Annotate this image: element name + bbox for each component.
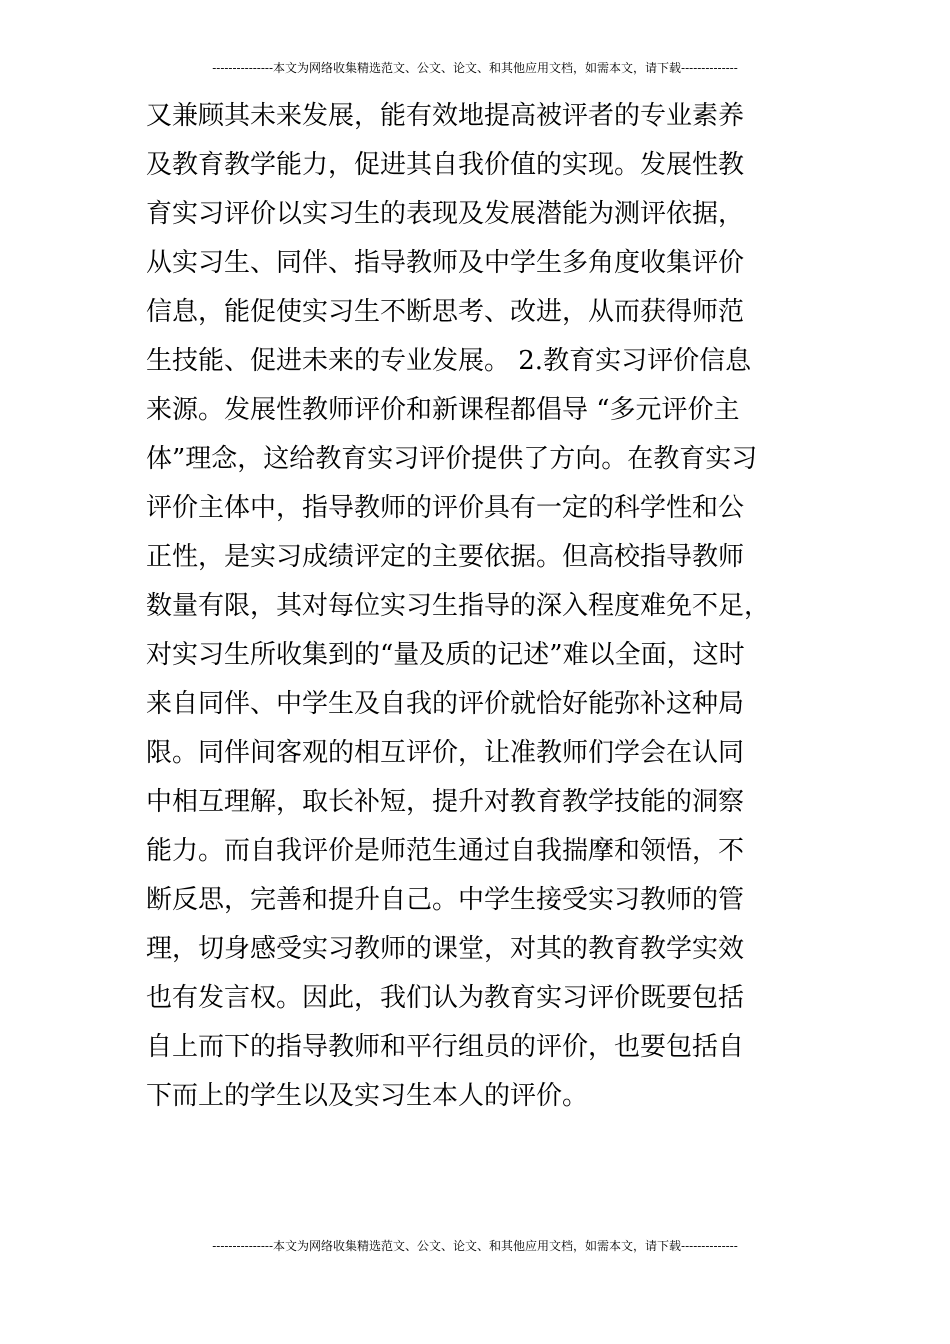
text-line: 正性，是实习成绩评定的主要依据。但高校指导教师 (146, 542, 745, 572)
text-line: 生技能、促进未来的专业发展。 2.教育实习评价信息 (146, 346, 752, 376)
text-line: 评价主体中，指导教师的评价具有一定的科学性和公 (146, 493, 745, 523)
text-line: 育实习评价以实习生的表现及发展潜能为测评依据， (146, 199, 745, 229)
text-line: 信息，能促使实习生不断思考、改进，从而获得师范 (146, 297, 745, 327)
text-line: 限。同伴间客观的相互评价，让准教师们学会在认同 (146, 738, 745, 768)
text-line: 体”理念，这给教育实习评价提供了方向。在教育实习 (146, 444, 758, 474)
text-line: 也有发言权。因此，我们认为教育实习评价既要包括 (146, 983, 745, 1013)
text-line: 来源。发展性教师评价和新课程都倡导 “多元评价主 (146, 395, 740, 425)
text-line: 自上而下的指导教师和平行组员的评价，也要包括自 (146, 1032, 745, 1062)
text-line: 下而上的学生以及实习生本人的评价。 (146, 1081, 589, 1111)
text-line: 理，切身感受实习教师的课堂，对其的教育教学实效 (146, 934, 745, 964)
text-line: 来自同伴、中学生及自我的评价就恰好能弥补这种局 (146, 689, 745, 719)
text-line: 数量有限，其对每位实习生指导的深入程度难免不足， (146, 591, 771, 621)
text-line: 又兼顾其未来发展，能有效地提高被评者的专业素养 (146, 101, 745, 131)
text-line: 从实习生、同伴、指导教师及中学生多角度收集评价 (146, 248, 745, 278)
text-line: 对实习生所收集到的“量及质的记述”难以全面，这时 (146, 640, 745, 670)
page-header: ---------------本文为网络收集精选范文、公文、论文、和其他应用文档，如需本文，请下载-------------- (212, 61, 738, 75)
body-text (146, 92, 816, 1121)
page-footer: ---------------本文为网络收集精选范文、公文、论文、和其他应用文档，如需本文，请下载-------------- (212, 1239, 738, 1253)
text-line: 及教育教学能力，促进其自我价值的实现。发展性教 (146, 150, 745, 180)
text-line: 断反思，完善和提升自己。中学生接受实习教师的管 (146, 885, 745, 915)
text-line: 能力。而自我评价是师范生通过自我揣摩和领悟，不 (146, 836, 745, 866)
text-line: 中相互理解，取长补短，提升对教育教学技能的洞察 (146, 787, 745, 817)
